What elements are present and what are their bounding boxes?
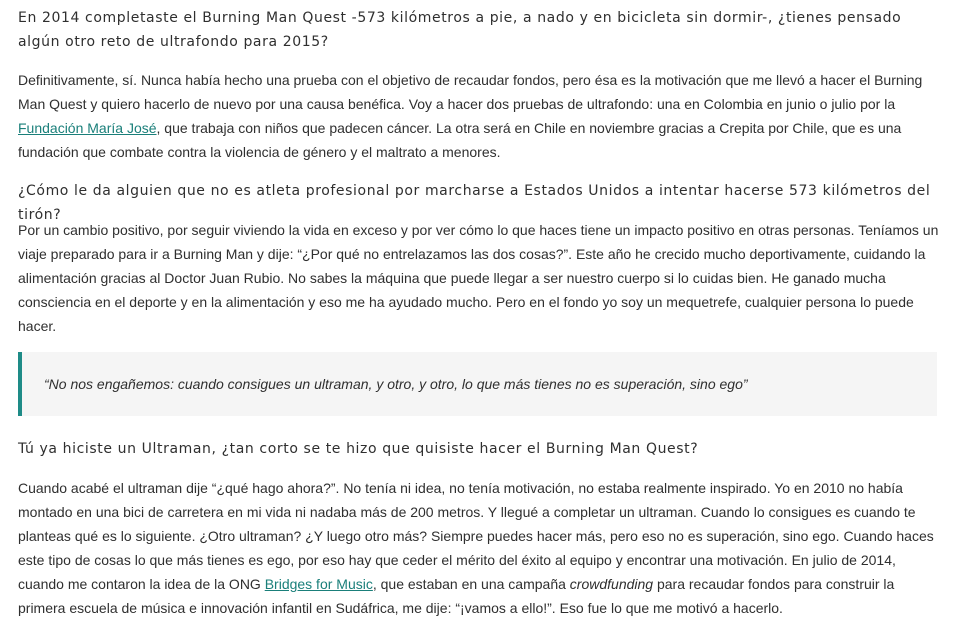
- answer-3: [18, 476, 943, 620]
- answer-1: [18, 68, 943, 164]
- answer-1-text-b: , que trabaja con niños que padecen cáncer. La otra será en Chile en noviembre gracias a Crepita por Chile, que es una fundación que combate contra la violencia de género y el maltrato a menores.: [18, 120, 902, 160]
- question-3: Tú ya hiciste un Ultraman, ¿tan corto se te hizo que quisiste hacer el Burning Man Quest?: [18, 441, 699, 457]
- answer-2: Por un cambio positivo, por seguir viviendo la vida en exceso y por ver cómo lo que haces tiene un impacto positivo en otras personas. Teníamos un viaje preparado para ir a Burning Man y dije: “¿Por qué no entrelazamos las dos cosas?”. Este año he crecido mucho deportivamente, cuidando la alimentación gracias al Doctor Juan Rubio. No sabes la máquina que puede llegar a ser nuestro cuerpo si lo cuidas bien. He ganado mucha consciencia en el deporte y en la alimentación y eso me ha ayudado mucho. Pero en el fondo yo soy un mequetrefe, cualquier persona lo puede hacer.: [18, 222, 939, 334]
- pull-quote: [18, 352, 937, 416]
- crowdfunding-term: crowdfunding: [569, 576, 654, 592]
- answer-3-text-c: para recaudar fondos para construir la primera escuela de música e innovación infantil en Sudáfrica, me dije: “¡vamos a ello!”. Eso fue lo que me motivó a hacerlo.: [18, 576, 895, 616]
- question-1: En 2014 completaste el Burning Man Quest -573 kilómetros a pie, a nado y en bicicleta sin dormir-, ¿tienes pensado algún otro reto de ultrafondo para 2015?: [18, 10, 902, 50]
- bridges-for-music-link[interactable]: Bridges for Music: [264, 576, 373, 592]
- question-2: ¿Cómo le da alguien que no es atleta profesional por marcharse a Estados Unidos a intentar hacerse 573 kilómetros del tirón?: [18, 183, 931, 223]
- answer-3-text-a: Cuando acabé el ultraman dije “¿qué hago ahora?”. No tenía ni idea, no tenía motivación, no estaba realmente inspirado. Yo en 2010 no había montado en una bici de carretera en mi vida ni nadaba más de 200 metros. Y llegué a completar un ultraman. Cuando lo consigues es cuando te planteas qué es lo siguiente. ¿Otro ultraman? ¿Y luego otro más? Siempre puedes hacer más, pero eso no es superación, sino ego. Cuando haces este tipo de cosas lo que más tienes es ego, por eso hay que ceder el mérito del éxito al equipo y encontrar una motivación. En julio de 2014, cuando me contaron la idea de la ONG: [18, 480, 934, 592]
- pull-quote-text: “No nos engañemos: cuando consigues un ultraman, y otro, y otro, lo que más tienes no es superación, sino ego”: [44, 376, 748, 392]
- answer-3-text-b: , que estaban en una campaña: [372, 576, 570, 592]
- answer-1-text-a: Definitivamente, sí. Nunca había hecho una prueba con el objetivo de recaudar fondos, pero ésa es la motivación que me llevó a hacer el Burning Man Quest y quiero hacerlo de nuevo por una causa benéfica. Voy a hacer dos pruebas de ultrafondo: una en Colombia en junio o julio por la: [18, 72, 923, 112]
- fundacion-maria-jose-link[interactable]: Fundación María José: [18, 120, 157, 136]
